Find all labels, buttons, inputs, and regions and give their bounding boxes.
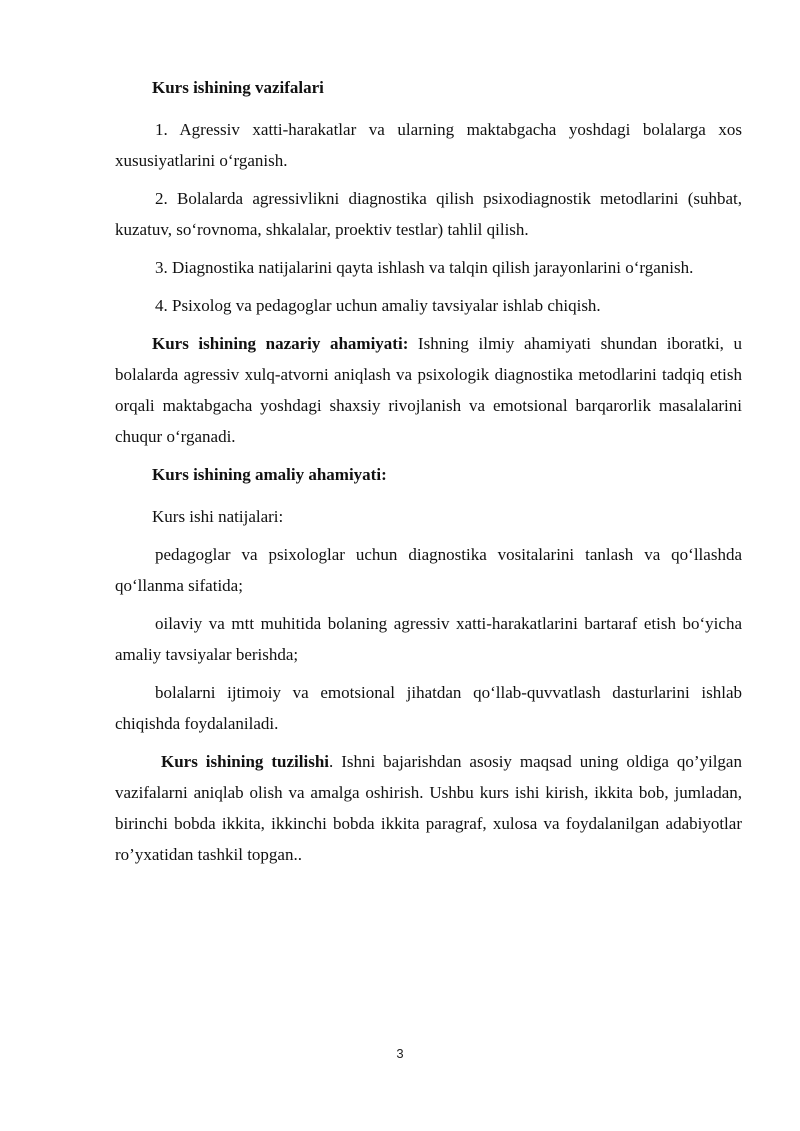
task-item-4: 4. Psixolog va pedagoglar uchun amaliy tavsiyalar ishlab chiqish. [155, 296, 601, 315]
task-item-3: 3. Diagnostika natijalarini qayta ishlash va talqin qilish jarayonlarini o‘rganish. [155, 258, 694, 277]
structure-label: Kurs ishining tuzilishi [161, 752, 329, 771]
task-item-2: 2. Bolalarda agressivlikni diagnostika qilish psixodiagnostik metodlarini (suhbat, kuzatuv, so‘rovnoma, shkalalar, proektiv testlar) tahlil qilish. [115, 189, 742, 239]
theoretical-significance-label: Kurs ishining nazariy ahamiyati: [152, 334, 409, 353]
practical-bullet-2: oilaviy va mtt muhitida bolaning agressiv xatti-harakatlarini bartaraf etish bo‘yicha amaliy tavsiyalar berishda; [115, 614, 742, 664]
page-number: 3 [396, 1046, 404, 1061]
practical-bullet-1: pedagoglar va psixologlar uchun diagnostika vositalarini tanlash va qo‘llashda qo‘llanma sifatida; [115, 545, 742, 595]
task-item-1: 1. Agressiv xatti-harakatlar va ularning maktabgacha yoshdagi bolalarga xos xususiyatlarini o‘rganish. [115, 120, 742, 170]
document-page [115, 72, 742, 877]
theoretical-significance-paragraph [115, 328, 742, 452]
practical-intro: Kurs ishi natijalari: [152, 507, 284, 526]
tasks-heading: Kurs ishining vazifalari [152, 78, 324, 97]
practical-bullet-3: bolalarni ijtimoiy va emotsional jihatdan qo‘llab-quvvatlash dasturlarini ishlab chiqishda foydalaniladi. [115, 683, 742, 733]
structure-text: . Ishni bajarishdan asosiy maqsad uning oldiga qo’yilgan vazifalarni aniqlab olish va amalga oshirish. Ushbu kurs ishi kirish, ikkita bob, jumladan, birinchi bobda ikkita, ikkinchi bobda ikkita paragraf, xulosa va foydalanilgan adabiyotlar ro’yxatidan tashkil topgan.. [115, 752, 742, 864]
structure-paragraph [115, 746, 742, 870]
practical-significance-heading: Kurs ishining amaliy ahamiyati: [152, 465, 387, 484]
theoretical-significance-text: Ishning ilmiy ahamiyati shundan iboratki, u bolalarda agressiv xulq-atvorni aniqlash va psixologik diagnostika metodlarini tadqiq etish orqali maktabgacha yoshdagi shaxsiy rivojlanish va emotsional barqarorlik masalalarini chuqur o‘rganadi. [115, 334, 742, 446]
